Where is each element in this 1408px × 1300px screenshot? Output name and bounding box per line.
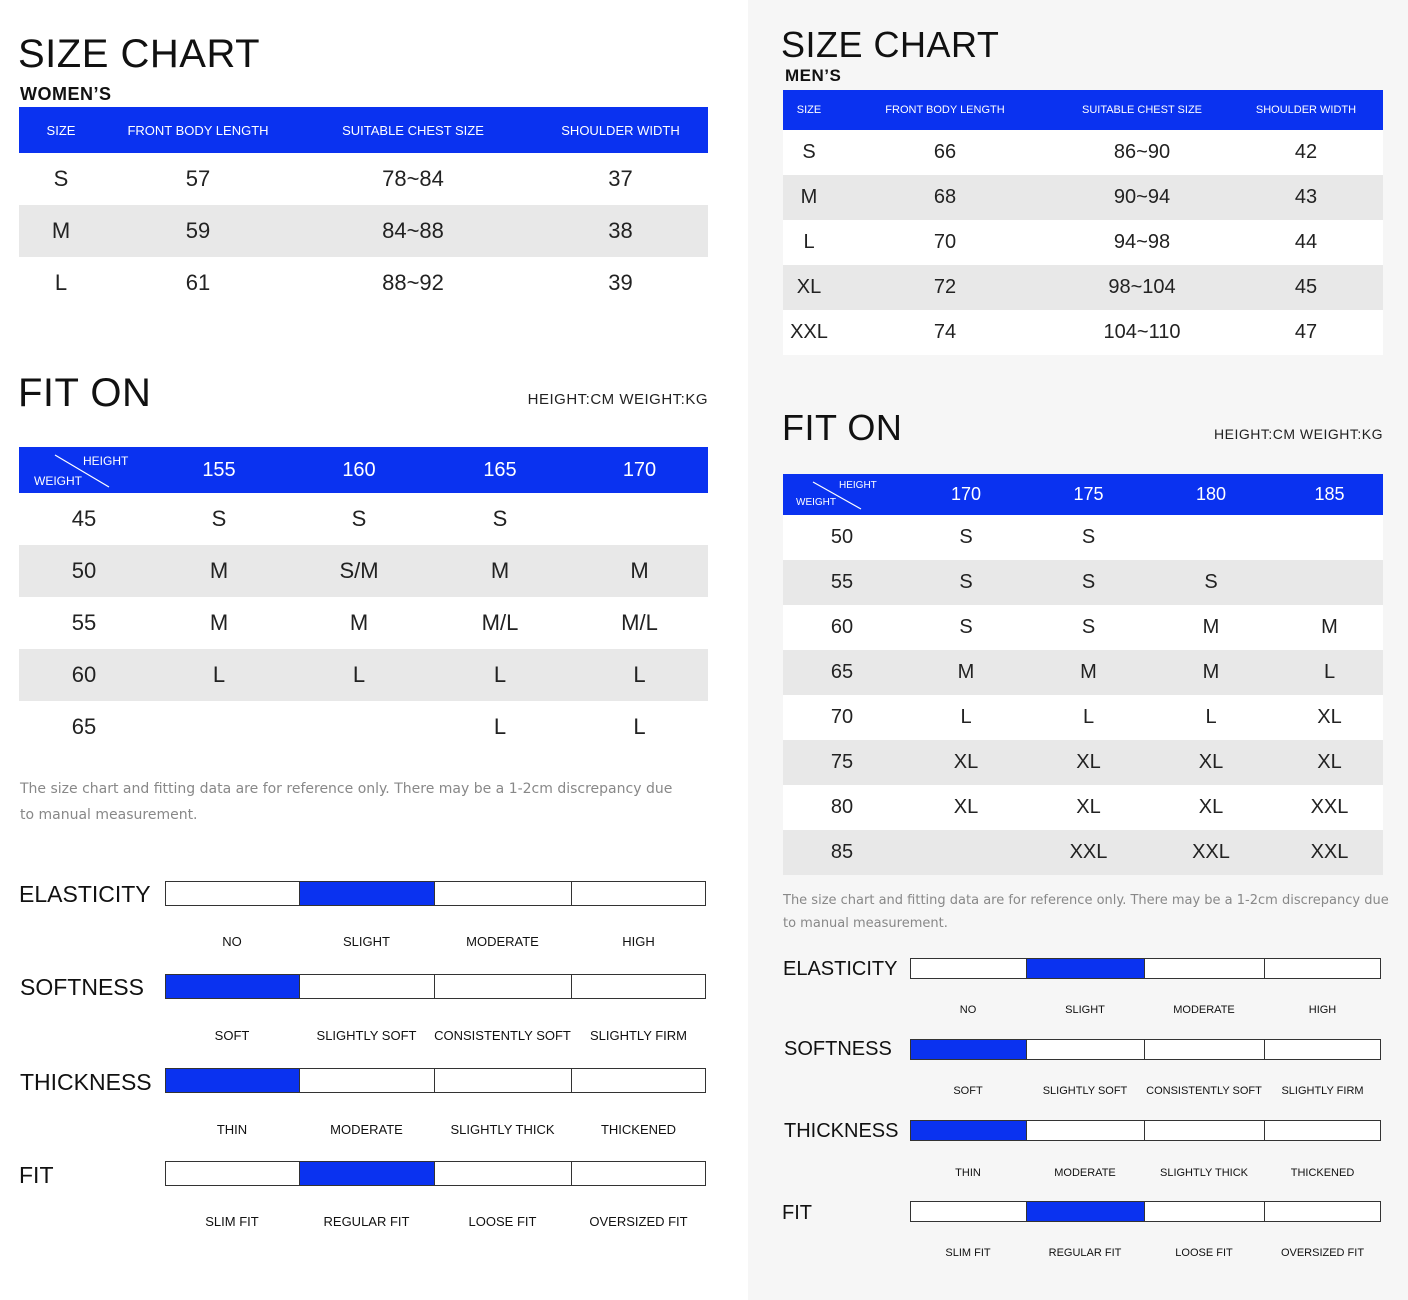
scale-option: CONSISTENTLY SOFT	[434, 1028, 571, 1043]
scale-options	[910, 1004, 1381, 1016]
fit-table	[19, 447, 708, 753]
scale-segment	[1027, 1202, 1145, 1221]
scale-segment	[911, 959, 1027, 978]
table-row	[19, 545, 708, 597]
table-cell: 90~94	[1055, 175, 1229, 220]
column-header: SIZE	[783, 90, 835, 130]
scale-option: SLIGHTLY THICK	[450, 1122, 555, 1137]
table-cell: XXL	[1146, 830, 1276, 875]
scale-options	[165, 1028, 706, 1043]
table-row	[783, 560, 1383, 605]
men-panel	[748, 0, 1408, 1300]
scale-segment	[572, 1069, 705, 1092]
scale-segment	[911, 1202, 1027, 1221]
table-cell	[289, 701, 429, 753]
table-cell	[1276, 515, 1383, 560]
scale-option: MODERATE	[1173, 1004, 1235, 1016]
units-label: HEIGHT:CM WEIGHT:KG	[527, 391, 708, 408]
note-line: The size chart and fitting data are for reference only. There may be a 1-2cm discrepancy due	[783, 893, 1389, 908]
table-row	[783, 830, 1383, 875]
units-label: HEIGHT:CM WEIGHT:KG	[1214, 426, 1383, 442]
table-cell: 38	[533, 205, 708, 257]
scale-option: NO	[959, 1004, 977, 1016]
table-cell: XL	[1031, 785, 1146, 830]
table-cell: 74	[835, 310, 1055, 355]
scale-segment	[911, 1040, 1027, 1059]
table-row	[783, 650, 1383, 695]
table-cell: S	[1146, 560, 1276, 605]
weight-cell: 60	[783, 605, 901, 650]
table-cell: L	[783, 220, 835, 265]
scale-option: REGULAR FIT	[1048, 1247, 1122, 1259]
scale-options	[165, 1122, 706, 1137]
scale-option: HIGH	[622, 934, 655, 949]
table-cell: S	[53, 166, 69, 191]
table-cell: 78~84	[382, 166, 444, 191]
size-table-header	[19, 107, 708, 153]
table-cell: 47	[1229, 310, 1383, 355]
table-cell: M/L	[481, 610, 519, 635]
table-cell: 45	[1229, 265, 1383, 310]
table-cell: L	[1031, 695, 1146, 740]
table-cell: L	[1146, 695, 1276, 740]
table-cell: 43	[1229, 175, 1383, 220]
size-table-header	[783, 90, 1383, 130]
table-row	[19, 205, 708, 257]
section-subtitle: MEN’S	[785, 66, 842, 85]
scale-option: SLIGHTLY THICK	[1159, 1167, 1249, 1179]
scale-segment	[435, 975, 572, 998]
table-cell: L	[54, 270, 68, 295]
scale-segment	[1027, 1121, 1145, 1140]
elasticity-scale	[165, 881, 706, 906]
scale-option: SLIGHTLY FIRM	[1281, 1085, 1364, 1097]
scale-option: CONSISTENTLY SOFT	[1146, 1085, 1262, 1097]
table-cell: 61	[185, 270, 211, 295]
scale-segment	[166, 1162, 300, 1185]
scale-options	[910, 1167, 1381, 1179]
scale-segment	[300, 975, 435, 998]
table-cell: M	[1146, 605, 1276, 650]
table-cell: M	[349, 610, 369, 635]
height-header: 160	[289, 447, 429, 493]
table-cell: XL	[783, 265, 835, 310]
table-row	[19, 701, 708, 753]
thickness-scale	[165, 1068, 706, 1093]
attribute-label: ELASTICITY	[19, 881, 151, 907]
scale-option: SLIGHT	[1065, 1004, 1105, 1016]
weight-cell: 65	[71, 714, 97, 739]
scale-option: SLIGHT	[343, 934, 390, 949]
table-cell: 39	[608, 270, 633, 295]
scale-segment	[1265, 1202, 1380, 1221]
table-row	[783, 695, 1383, 740]
table-cell: 66	[835, 130, 1055, 175]
softness-scale	[165, 974, 706, 999]
scale-segment	[572, 1162, 705, 1185]
weight-cell: 45	[71, 506, 97, 531]
table-cell	[571, 493, 708, 545]
scale-segment	[1145, 959, 1265, 978]
fit-on-title: FIT ON	[18, 371, 152, 415]
table-cell: M	[149, 545, 289, 597]
scale-option: SOFT	[953, 1085, 983, 1097]
table-cell: 86~90	[1055, 130, 1229, 175]
scale-option: SLIGHTLY SOFT	[316, 1028, 417, 1043]
table-cell	[1146, 515, 1276, 560]
table-cell: 57	[185, 166, 211, 191]
height-header: 175	[1031, 474, 1146, 515]
thickness-scale	[910, 1120, 1381, 1141]
table-cell: XL	[901, 785, 1031, 830]
column-header: FRONT BODY LENGTH	[103, 107, 293, 153]
disclaimer-note	[20, 776, 720, 828]
weight-cell: 55	[783, 560, 901, 605]
note-line: to manual measurement.	[20, 807, 198, 823]
table-cell: XL	[901, 740, 1031, 785]
table-cell: XL	[1276, 695, 1383, 740]
table-row	[783, 785, 1383, 830]
attribute-label: SOFTNESS	[20, 974, 144, 1000]
table-cell: S/M	[289, 545, 429, 597]
scale-option: REGULAR FIT	[323, 1214, 410, 1229]
table-cell: L	[633, 714, 646, 739]
table-cell	[1276, 560, 1383, 605]
scale-segment	[1027, 959, 1145, 978]
corner-height-label: HEIGHT	[839, 480, 877, 491]
table-cell: L	[289, 649, 429, 701]
table-cell: M	[901, 650, 1031, 695]
scale-segment	[300, 1162, 435, 1185]
fit-table-header	[19, 447, 708, 493]
scale-option: SLIGHTLY SOFT	[1042, 1085, 1128, 1097]
table-cell	[149, 701, 289, 753]
weight-cell: 50	[19, 545, 149, 597]
table-cell: M	[571, 545, 708, 597]
table-cell: 104~110	[1055, 310, 1229, 355]
scale-options	[910, 1247, 1381, 1259]
table-row	[783, 130, 1383, 175]
table-cell: M	[1031, 650, 1146, 695]
table-cell: M	[19, 205, 103, 257]
note-line: to manual measurement.	[783, 916, 948, 931]
weight-cell: 65	[783, 650, 901, 695]
scale-segment	[166, 1069, 300, 1092]
table-cell: M	[1146, 650, 1276, 695]
size-chart-title: SIZE CHART	[18, 32, 261, 76]
scale-segment	[1265, 1121, 1380, 1140]
table-row	[783, 175, 1383, 220]
table-cell: S	[211, 506, 227, 531]
scale-options	[165, 934, 706, 949]
attribute-label: FIT	[782, 1202, 812, 1224]
table-cell: L	[149, 649, 289, 701]
fit-scale	[165, 1161, 706, 1186]
scale-option: SLIM FIT	[945, 1247, 991, 1259]
scale-segment	[1145, 1121, 1265, 1140]
table-row	[783, 310, 1383, 355]
size-table	[783, 90, 1383, 355]
scale-option: MODERATE	[466, 934, 539, 949]
table-cell: M	[429, 545, 571, 597]
table-cell: L	[901, 695, 1031, 740]
softness-scale	[910, 1039, 1381, 1060]
table-cell: 72	[835, 265, 1055, 310]
attribute-label: SOFTNESS	[784, 1038, 892, 1060]
table-cell: 42	[1229, 130, 1383, 175]
table-cell: S	[1031, 515, 1146, 560]
scale-segment	[1265, 1040, 1380, 1059]
table-cell: XXL	[783, 310, 835, 355]
attribute-label: ELASTICITY	[783, 958, 898, 980]
table-cell: S	[492, 506, 508, 531]
weight-cell: 70	[783, 695, 901, 740]
scale-option: HIGH	[1308, 1004, 1337, 1016]
table-row	[19, 493, 708, 545]
table-cell: M	[1276, 605, 1383, 650]
table-row	[19, 257, 708, 309]
table-row	[19, 597, 708, 649]
scale-option: THICKENED	[600, 1122, 677, 1137]
scale-option: LOOSE FIT	[1175, 1247, 1233, 1259]
fit-table	[783, 474, 1383, 875]
fit-table-header	[783, 474, 1383, 515]
table-row	[19, 153, 708, 205]
scale-option: NO	[222, 934, 242, 949]
table-cell: L	[493, 714, 507, 739]
table-cell: 70	[835, 220, 1055, 265]
scale-segment	[572, 882, 705, 905]
table-row	[783, 740, 1383, 785]
scale-segment	[300, 882, 435, 905]
height-header: 155	[149, 447, 289, 493]
scale-segment	[166, 975, 300, 998]
column-header: SUITABLE CHEST SIZE	[1055, 90, 1229, 130]
table-row	[783, 265, 1383, 310]
table-cell: 84~88	[293, 205, 533, 257]
table-cell: 68	[835, 175, 1055, 220]
table-cell: S	[901, 605, 1031, 650]
corner-weight-label: WEIGHT	[34, 474, 82, 488]
scale-option: THIN	[216, 1122, 248, 1137]
scale-segment	[1145, 1040, 1265, 1059]
disclaimer-note	[783, 889, 1403, 935]
table-cell: S	[1031, 605, 1146, 650]
table-cell: S	[901, 560, 1031, 605]
height-header: 180	[1146, 474, 1276, 515]
attribute-label: FIT	[19, 1162, 54, 1188]
scale-option: SOFT	[214, 1028, 250, 1043]
corner-header	[783, 474, 901, 515]
scale-segment	[300, 1069, 435, 1092]
table-row	[783, 605, 1383, 650]
fit-scale	[910, 1201, 1381, 1222]
column-header: SHOULDER WIDTH	[533, 107, 708, 153]
scale-options	[165, 1214, 706, 1229]
table-cell: L	[1276, 650, 1383, 695]
table-row	[783, 220, 1383, 265]
size-chart-title: SIZE CHART	[781, 24, 1000, 65]
column-header: FRONT BODY LENGTH	[835, 90, 1055, 130]
scale-option: SLIGHTLY FIRM	[589, 1028, 688, 1043]
table-cell: M	[783, 175, 835, 220]
scale-segment	[1145, 1202, 1265, 1221]
scale-segment	[911, 1121, 1027, 1140]
height-header: 170	[571, 447, 708, 493]
table-cell: XXL	[1276, 830, 1383, 875]
height-header: 165	[429, 447, 571, 493]
column-header: SHOULDER WIDTH	[1229, 90, 1383, 130]
weight-cell: 75	[783, 740, 901, 785]
column-header: SUITABLE CHEST SIZE	[293, 107, 533, 153]
table-cell: 88~92	[382, 270, 444, 295]
corner-weight-label: WEIGHT	[796, 497, 836, 508]
table-cell: S	[1031, 560, 1146, 605]
table-cell: M	[209, 610, 229, 635]
table-row	[783, 515, 1383, 560]
scale-segment	[435, 882, 572, 905]
table-cell: L	[571, 649, 708, 701]
table-cell: 37	[608, 166, 633, 191]
scale-options	[910, 1085, 1381, 1097]
scale-option: LOOSE FIT	[468, 1214, 537, 1229]
table-cell: 59	[103, 205, 293, 257]
section-subtitle: WOMEN’S	[20, 84, 112, 104]
weight-cell: 60	[19, 649, 149, 701]
table-cell: L	[429, 649, 571, 701]
attribute-label: THICKNESS	[20, 1069, 152, 1095]
table-cell: 94~98	[1055, 220, 1229, 265]
corner-height-label: HEIGHT	[83, 454, 129, 468]
scale-option: MODERATE	[330, 1122, 403, 1137]
height-header: 185	[1276, 474, 1383, 515]
corner-header	[19, 447, 149, 493]
table-cell: 98~104	[1055, 265, 1229, 310]
scale-segment	[1027, 1040, 1145, 1059]
scale-option: THIN	[955, 1167, 981, 1179]
table-cell: S	[901, 515, 1031, 560]
scale-option: MODERATE	[1054, 1167, 1116, 1179]
scale-segment	[572, 975, 705, 998]
table-cell: XL	[1146, 785, 1276, 830]
table-cell: XXL	[1276, 785, 1383, 830]
table-cell: XL	[1146, 740, 1276, 785]
table-cell: XL	[1276, 740, 1383, 785]
weight-cell: 55	[71, 610, 97, 635]
scale-option: OVERSIZED FIT	[1280, 1247, 1365, 1259]
table-cell	[901, 830, 1031, 875]
height-header: 170	[901, 474, 1031, 515]
scale-segment	[435, 1162, 572, 1185]
attribute-label: THICKNESS	[784, 1120, 899, 1142]
scale-option: THICKENED	[1290, 1167, 1355, 1179]
table-row	[19, 649, 708, 701]
table-cell: XXL	[1031, 830, 1146, 875]
weight-cell: 80	[783, 785, 901, 830]
table-cell: XL	[1031, 740, 1146, 785]
scale-segment	[166, 882, 300, 905]
scale-segment	[435, 1069, 572, 1092]
size-table	[19, 107, 708, 309]
column-header: SIZE	[19, 107, 103, 153]
weight-cell: 50	[783, 515, 901, 560]
table-cell: S	[783, 130, 835, 175]
fit-on-title: FIT ON	[782, 407, 903, 448]
table-cell: M/L	[621, 610, 658, 635]
scale-option: SLIM FIT	[205, 1214, 259, 1229]
table-cell: S	[351, 506, 367, 531]
scale-segment	[1265, 959, 1380, 978]
note-line: The size chart and fitting data are for reference only. There may be a 1-2cm discrepancy due	[20, 781, 673, 797]
elasticity-scale	[910, 958, 1381, 979]
scale-option: OVERSIZED FIT	[589, 1214, 688, 1229]
weight-cell: 85	[783, 830, 901, 875]
table-cell: 44	[1229, 220, 1383, 265]
